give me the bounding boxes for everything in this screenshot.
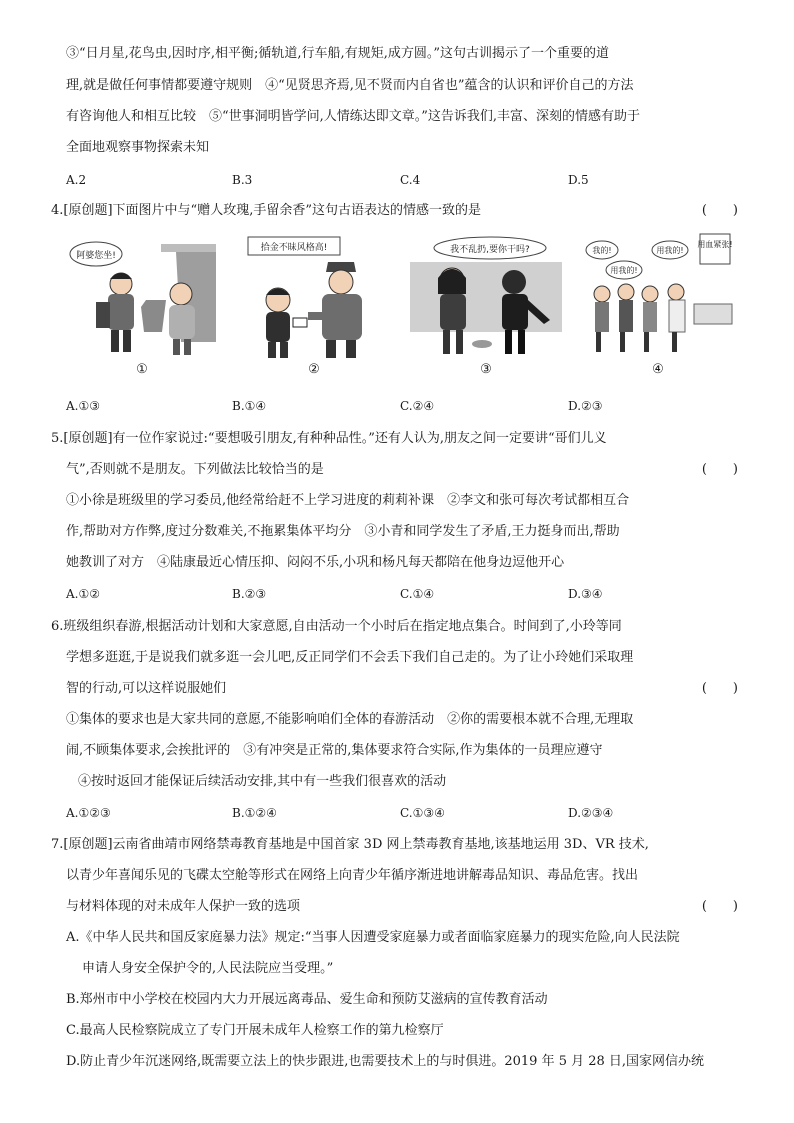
q7-choice-d[interactable]: D.防止青少年沉迷网络,既需要立法上的快步跟进,也需要技术上的与时俱进。2019 年 5 月 28 日,国家网信办统 (66, 1054, 705, 1069)
q6-option-a[interactable]: A.①②③ (66, 806, 111, 820)
q5-answer-blank[interactable]: ( ) (701, 462, 738, 477)
q6-body: 闹,不顾集体要求,会挨批评的 ③有冲突是正常的,集体要求符合实际,作为集体的一员理应遵守 (66, 743, 603, 758)
picture-caption-3: ③ (480, 362, 492, 377)
q4-stem: 4.[原创题]下面图片中与“赠人玫瑰,手留余香”这句古语表达的情感一致的是 (51, 203, 481, 218)
q7-choice-b[interactable]: B.郑州市中小学校在校园内大力开展远离毒品、爱生命和预防艾滋病的宣传教育活动 (66, 992, 548, 1007)
q7-stem: 7.[原创题]云南省曲靖市网络禁毒教育基地是中国首家 3D 网上禁毒教育基地,该基地运用 3D、VR 技术, (51, 837, 649, 852)
picture-caption-1: ① (136, 362, 148, 377)
q7-stem-cont: 以青少年喜闻乐见的飞碟太空舱等形式在网络上向青少年循序渐进地讲解毒品知识、毒品危害。找出 (66, 868, 639, 883)
q7-choice-a-cont: 申请人身安全保护令的,人民法院应当受理。” (82, 961, 334, 976)
q6-option-b[interactable]: B.①②④ (232, 806, 277, 820)
q6-body: ④按时返回才能保证后续活动安排,其中有一些我们很喜欢的活动 (78, 774, 447, 789)
bubble-text-4c: 用我的! (656, 246, 684, 255)
q5-body: 她教训了对方 ④陆康最近心情压抑、闷闷不乐,小巩和杨凡每天都陪在他身边逗他开心 (66, 555, 565, 570)
cartoon-littering (410, 232, 562, 382)
q5-body: 作,帮助对方作弊,度过分数难关,不拖累集体平均分 ③小青和同学发生了矛盾,王力挺身而出,帮助 (66, 524, 620, 539)
q4-pictures (66, 232, 734, 382)
cartoon-return-lost-item (238, 232, 390, 382)
q7-choice-c[interactable]: C.最高人民检察院成立了专门开展未成年人检察工作的第九检察厅 (66, 1023, 444, 1038)
q3-option-d[interactable]: D.5 (568, 173, 589, 187)
q3-statement-cont: 全面地观察事物探索未知 (66, 140, 210, 155)
q6-answer-blank[interactable]: ( ) (701, 681, 738, 696)
q5-option-a[interactable]: A.①② (66, 587, 100, 601)
q6-body: ①集体的要求也是大家共同的意愿,不能影响咱们全体的春游活动 ②你的需要根本就不合理,无理取 (66, 712, 634, 727)
q3-option-a[interactable]: A.2 (66, 173, 87, 187)
q5-option-d[interactable]: D.③④ (568, 587, 603, 601)
q5-body: ①小徐是班级里的学习委员,他经常给赶不上学习进度的莉莉补课 ②李文和张可每次考试都相互合 (66, 493, 630, 508)
q4-option-a[interactable]: A.①③ (66, 399, 100, 413)
bubble-text-4a: 我的! (592, 246, 612, 255)
bubble-text-2: 拾金不昧风格高! (260, 243, 328, 253)
q4-option-d[interactable]: D.②③ (568, 399, 603, 413)
q6-stem-cont: 学想多逛逛,于是说我们就多逛一会儿吧,反正同学们不会丢下我们自己走的。为了让小玲她们采取理 (66, 650, 634, 665)
cartoon-blood-donation (582, 232, 734, 382)
q5-stem-cont: 气”,否则就不是朋友。下列做法比较恰当的是 (66, 462, 324, 477)
cartoon-seat-offer (66, 232, 218, 382)
q6-stem: 6.班级组织春游,根据活动计划和大家意愿,自由活动一个小时后在指定地点集合。时间到了,小玲等同 (51, 619, 622, 634)
picture-caption-2: ② (308, 362, 320, 377)
q3-option-c[interactable]: C.4 (400, 173, 421, 187)
q7-answer-blank[interactable]: ( ) (701, 899, 738, 914)
q3-statement-3: ③“日月星,花鸟虫,因时序,相平衡;循轨道,行车船,有规矩,成方圆。”这句古训揭示了一个重要的道 (66, 46, 609, 61)
bubble-text-4d: 用血紧张! (697, 240, 733, 249)
q4-answer-blank[interactable]: ( ) (701, 203, 738, 218)
bubble-text-4b: 用我的! (610, 266, 638, 275)
q5-option-c[interactable]: C.①④ (400, 587, 435, 601)
bubble-text-1: 阿婆您坐! (76, 251, 116, 261)
q3-statement-cont: 有咨询他人和相互比较 ⑤“世事洞明皆学问,人情练达即文章。”这告诉我们,丰富、深刻的情感有助于 (66, 109, 641, 124)
q6-option-d[interactable]: D.②③④ (568, 806, 614, 820)
q5-option-b[interactable]: B.②③ (232, 587, 267, 601)
q4-option-c[interactable]: C.②④ (400, 399, 435, 413)
q4-option-b[interactable]: B.①④ (232, 399, 267, 413)
q6-option-c[interactable]: C.①③④ (400, 806, 445, 820)
q3-statement-cont: 理,就是做任何事情都要遵守规则 ④“见贤思齐焉,见不贤而内自省也”蕴含的认识和评价自己的方法 (66, 78, 634, 93)
q3-option-b[interactable]: B.3 (232, 173, 253, 187)
picture-caption-4: ④ (652, 362, 664, 377)
q7-choice-a[interactable]: A.《中华人民共和国反家庭暴力法》规定:“当事人因遭受家庭暴力或者面临家庭暴力的现实危险,向人民法院 (66, 930, 680, 945)
bubble-text-3: 我不乱扔,要你干吗? (450, 245, 530, 255)
q5-stem: 5.[原创题]有一位作家说过:“要想吸引朋友,有种种品性。”还有人认为,朋友之间一定要讲“哥们儿义 (51, 431, 607, 446)
q7-stem-cont: 与材料体现的对未成年人保护一致的选项 (66, 899, 301, 914)
q6-stem-cont: 智的行动,可以这样说服她们 (66, 681, 227, 696)
